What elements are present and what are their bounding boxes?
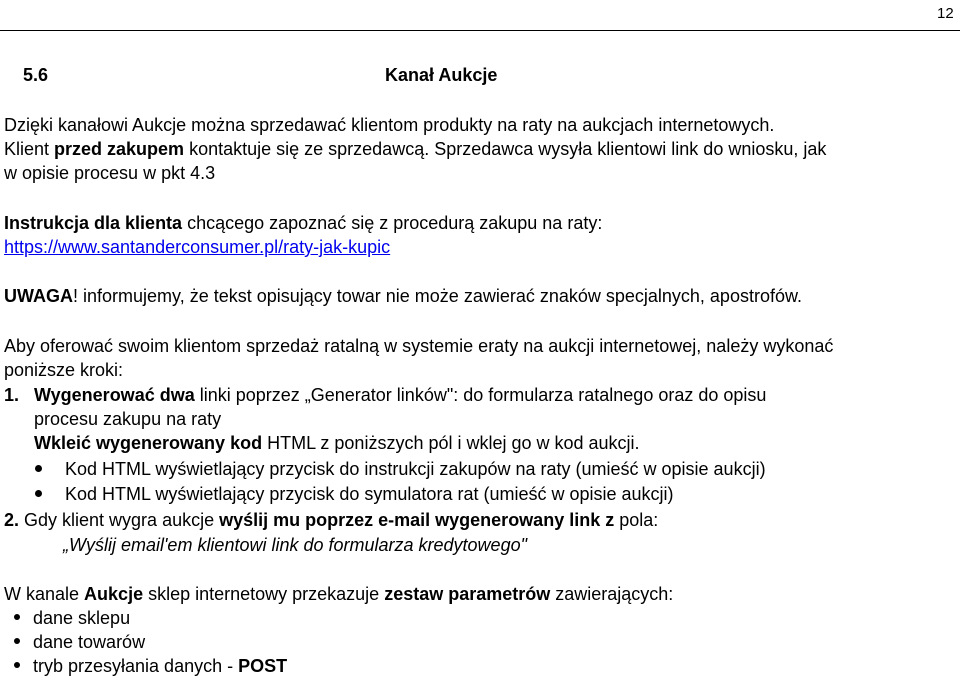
param-item-3: tryb przesyłania danych - POST (33, 656, 288, 676)
step-2-line-1: 2. Gdy klient wygra aukcje wyślij mu poprzez e-mail wygenerowany link z pola: (4, 510, 659, 530)
offer-line-2: poniższe kroki: (4, 360, 124, 380)
section-number: 5.6 (23, 65, 49, 85)
warning-line: UWAGA! informujemy, że tekst opisujący towar nie może zawierać znaków specjalnych, apostrofów. (4, 286, 802, 306)
bullet-icon (14, 662, 20, 668)
intro-line-3: w opisie procesu w pkt 4.3 (4, 163, 216, 183)
instruction-link[interactable]: https://www.santanderconsumer.pl/raty-jak-kupic (4, 237, 391, 257)
step-1-bullet-1: Kod HTML wyświetlający przycisk do instrukcji zakupów na raty (umieść w opisie aukcji) (65, 459, 766, 479)
bullet-icon (35, 465, 42, 472)
bullet-icon (14, 614, 20, 620)
step-1-line-3: Wkleić wygenerowany kod HTML z poniższych pól i wklej go w kod aukcji. (34, 433, 640, 453)
intro-line-1: Dzięki kanałowi Aukcje można sprzedawać klientom produkty na raty na aukcjach internetowych. (4, 115, 775, 135)
instruction-line: Instrukcja dla klienta chcącego zapoznać się z procedurą zakupu na raty: (4, 213, 603, 233)
section-title: Kanał Aukcje (385, 65, 498, 85)
step-1-number: 1. (4, 385, 20, 405)
param-item-1: dane sklepu (33, 608, 131, 628)
param-item-2: dane towarów (33, 632, 146, 652)
header-rule (0, 30, 960, 31)
bullet-icon (14, 638, 20, 644)
params-intro: W kanale Aukcje sklep internetowy przekazuje zestaw parametrów zawierających: (4, 584, 674, 604)
offer-line-1: Aby oferować swoim klientom sprzedaż ratalną w systemie eraty na aukcji internetowej, należy wykonać (4, 336, 834, 356)
step-1-bullet-2: Kod HTML wyświetlający przycisk do symulatora rat (umieść w opisie aukcji) (65, 484, 674, 504)
step-1-line-2: procesu zakupu na raty (34, 409, 222, 429)
page-number: 12 (937, 5, 954, 22)
intro-line-2: Klient przed zakupem kontaktuje się ze sprzedawcą. Sprzedawca wysyła klientowi link do wniosku, jak (4, 139, 827, 159)
step-1-line-1: Wygenerować dwa linki poprzez „Generator linków": do formularza ratalnego oraz do opisu (34, 385, 767, 405)
step-2-quote: „Wyślij email'em klientowi link do formularza kredytowego" (63, 535, 527, 555)
bullet-icon (35, 490, 42, 497)
